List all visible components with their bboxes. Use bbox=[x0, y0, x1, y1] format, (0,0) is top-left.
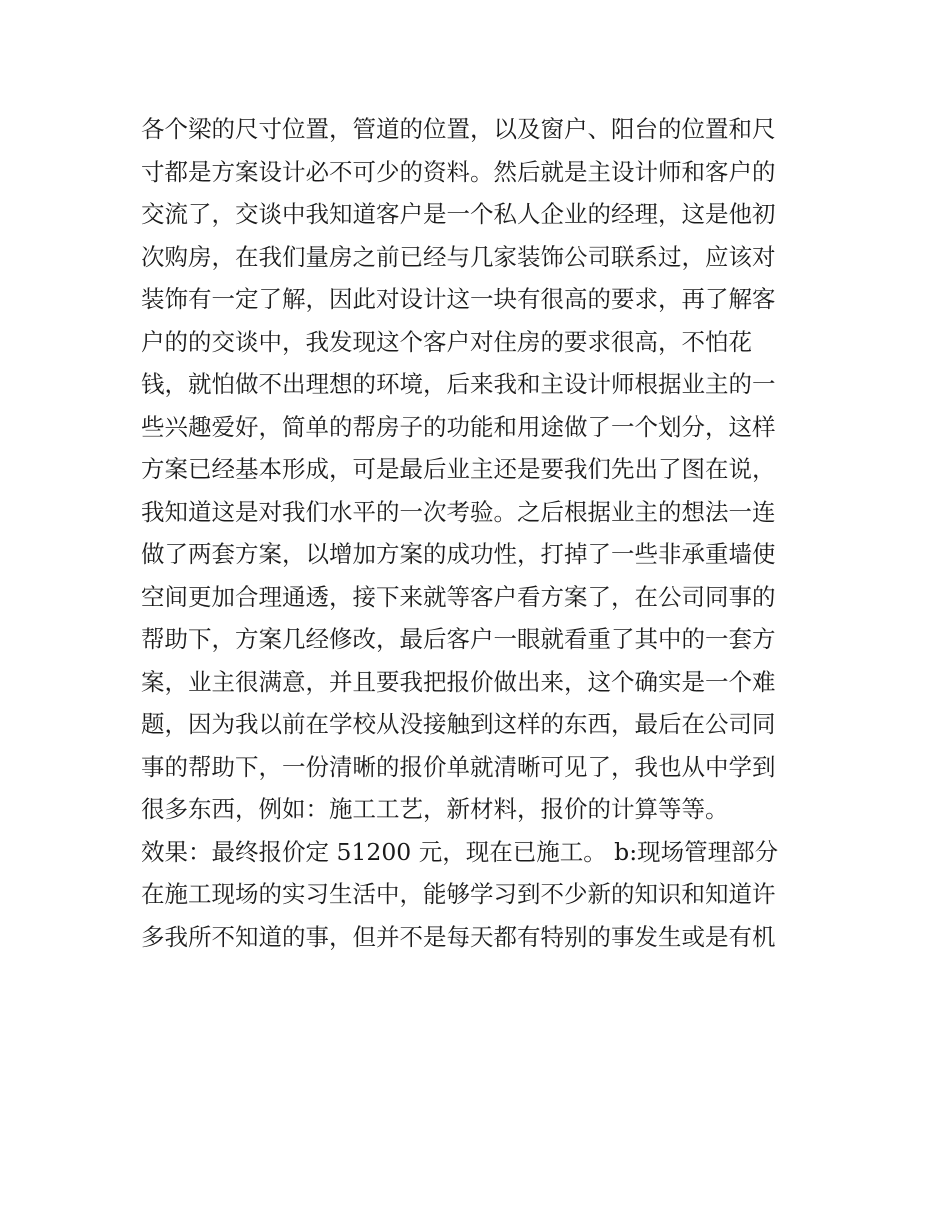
text-line: 钱，就怕做不出理想的环境，后来我和主设计师根据业主的一 bbox=[141, 370, 776, 398]
text-line: 各个梁的尺寸位置，管道的位置，以及窗户、阳台的位置和尺 bbox=[141, 115, 776, 143]
text-line: 事的帮助下，一份清晰的报价单就清晰可见了，我也从中学到 bbox=[141, 752, 776, 781]
text-line: 题，因为我以前在学校从没接触到这样的东西，最后在公司同 bbox=[141, 710, 776, 738]
text-line: 做了两套方案，以增加方案的成功性，打掉了一些非承重墙使 bbox=[141, 540, 776, 568]
text-line: 次购房，在我们量房之前已经与几家装饰公司联系过，应该对 bbox=[141, 242, 776, 271]
text-line: 在施工现场的实习生活中，能够学习到不少新的知识和知道许 bbox=[141, 880, 776, 908]
text-line: 空间更加合理通透，接下来就等客户看方案了，在公司同事的 bbox=[141, 582, 776, 611]
text-line: 我知道这是对我们水平的一次考验。之后根据业主的想法一连 bbox=[141, 497, 776, 526]
text-line: 寸都是方案设计必不可少的资料。然后就是主设计师和客户的 bbox=[141, 157, 776, 186]
text-line: 效果：最终报价定 51200 元，现在已施工。 b:现场管理部分 bbox=[141, 837, 779, 866]
text-line: 些兴趣爱好，简单的帮房子的功能和用途做了一个划分，这样 bbox=[141, 412, 776, 441]
text-line: 方案已经基本形成，可是最后业主还是要我们先出了图在说， bbox=[141, 455, 776, 483]
text-line: 户的的交谈中，我发现这个客户对住房的要求很高，不怕花 bbox=[141, 327, 752, 356]
text-line: 交流了，交谈中我知道客户是一个私人企业的经理，这是他初 bbox=[141, 200, 776, 228]
text-line: 帮助下，方案几经修改，最后客户一眼就看重了其中的一套方 bbox=[141, 625, 776, 653]
text-line: 多我所不知道的事，但并不是每天都有特别的事发生或是有机 bbox=[141, 922, 776, 951]
body-text bbox=[141, 108, 821, 958]
text-line: 案，业主很满意，并且要我把报价做出来，这个确实是一个难 bbox=[141, 667, 776, 696]
text-line: 装饰有一定了解，因此对设计这一块有很高的要求，再了解客 bbox=[141, 285, 776, 313]
text-line: 很多东西，例如：施工工艺，新材料，报价的计算等等。 bbox=[141, 795, 729, 823]
